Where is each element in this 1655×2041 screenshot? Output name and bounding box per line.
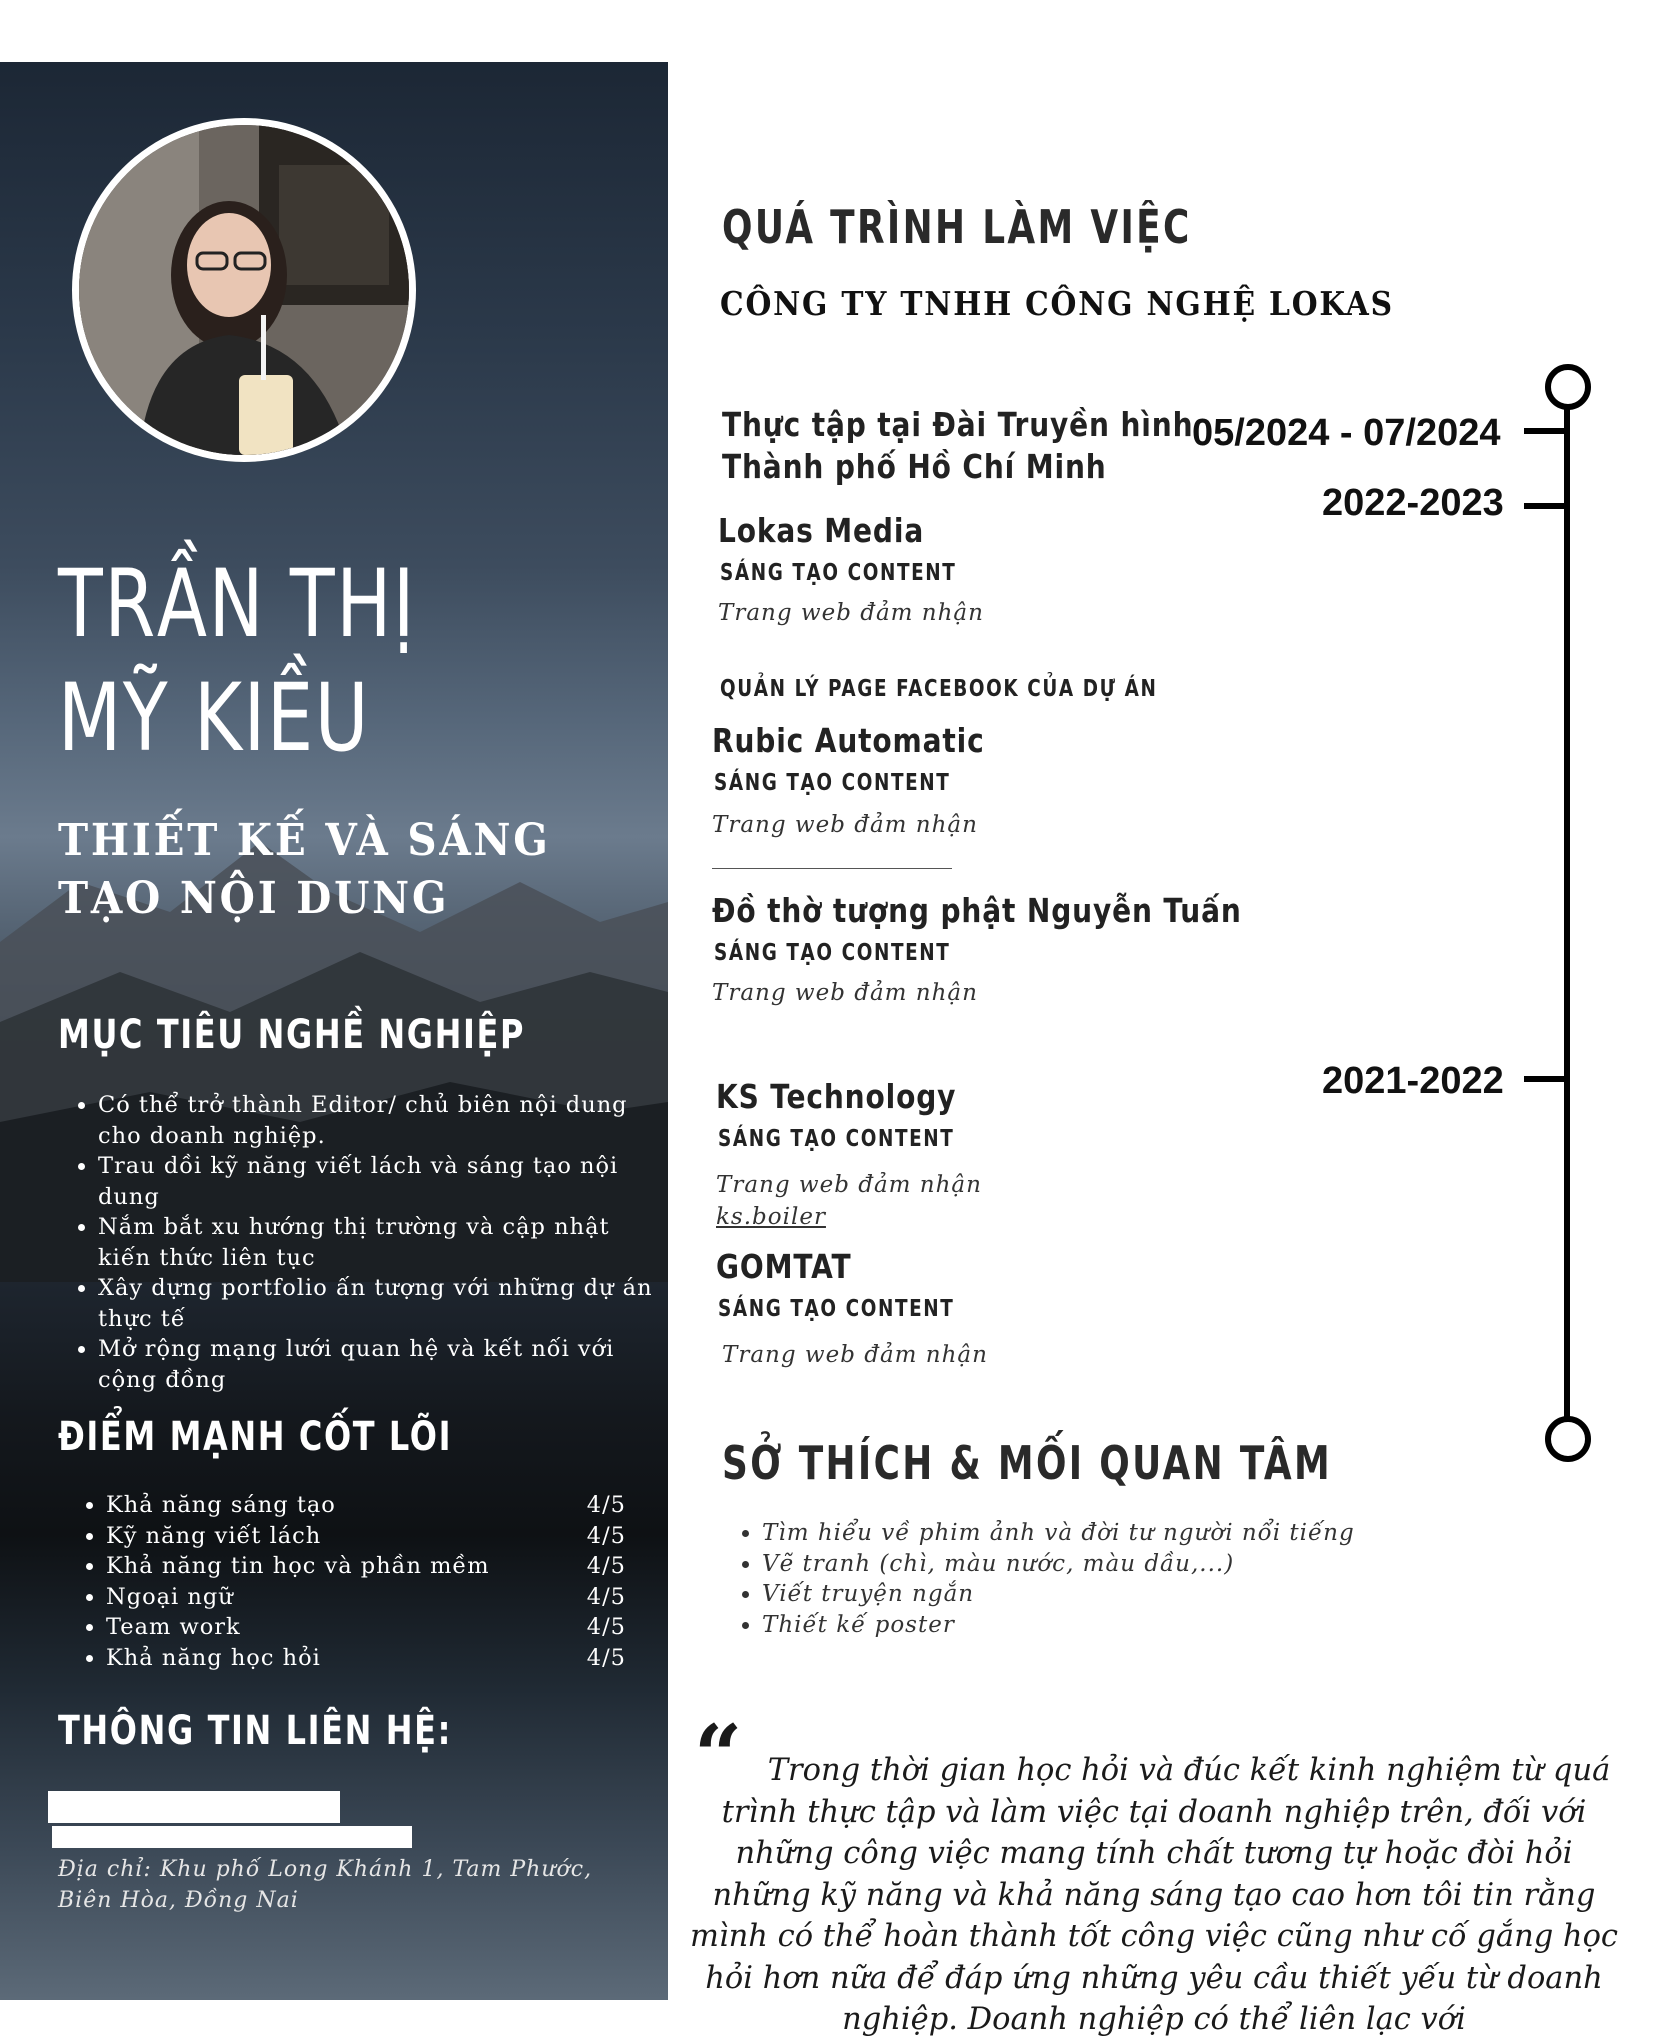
role-line-1: THIẾT KẾ VÀ SÁNG	[58, 815, 551, 866]
strength-score: 4/5	[586, 1522, 626, 1549]
strengths-list	[80, 1490, 626, 1673]
company-name: CÔNG TY TNHH CÔNG NGHỆ LOKAS	[720, 284, 1394, 323]
strength-item	[106, 1612, 626, 1643]
strength-score: 4/5	[586, 1492, 626, 1518]
project-note: Trang web đảm nhận	[722, 1342, 988, 1368]
contact-heading: THÔNG TIN LIÊN HỆ:	[58, 1708, 452, 1754]
timeline-tick	[1524, 503, 1568, 509]
fb-page-label: QUẢN LÝ PAGE FACEBOOK CỦA DỰ ÁN	[720, 676, 1158, 702]
project-subtitle: SÁNG TẠO CONTENT	[714, 940, 951, 966]
project-subtitle: SÁNG TẠO CONTENT	[718, 1296, 955, 1322]
strength-label: Ngoại ngữ	[106, 1583, 234, 1610]
project-title: KS Technology	[716, 1077, 957, 1116]
project-title: Đồ thờ tượng phật Nguyễn Tuấn	[712, 891, 1242, 930]
strength-item	[106, 1582, 626, 1613]
strength-score: 4/5	[586, 1614, 626, 1640]
goal-item: • Mở rộng mạng lưới quan hệ và kết nối với cộng đồng	[98, 1334, 658, 1395]
project-title: GOMTAT	[716, 1247, 852, 1286]
timeline-end-circle	[1545, 1416, 1591, 1462]
project-subtitle: SÁNG TẠO CONTENT	[718, 1126, 955, 1152]
strength-item	[106, 1643, 626, 1674]
goal-item: • Có thể trở thành Editor/ chủ biên nội dung cho doanh nghiệp.	[98, 1090, 658, 1151]
job-role-title	[58, 812, 551, 928]
timeline-date: 05/2024 - 07/2024	[1192, 412, 1501, 454]
contact-address: Địa chỉ: Khu phố Long Khánh 1, Tam Phước, Biên Hòa, Đồng Nai	[58, 1857, 593, 1913]
person-name	[58, 548, 416, 776]
strength-score: 4/5	[586, 1583, 626, 1610]
work-heading: QUÁ TRÌNH LÀM VIỆC	[722, 200, 1192, 254]
strength-label: Khả năng học hỏi	[106, 1644, 321, 1671]
role-line-2: TẠO NỘI DUNG	[58, 873, 450, 924]
strength-item	[106, 1521, 626, 1552]
timeline-date: 2022-2023	[1322, 482, 1504, 524]
project-link[interactable]: ks.boiler	[716, 1204, 826, 1230]
project-subtitle: SÁNG TẠO CONTENT	[714, 770, 951, 796]
timeline-tick	[1524, 1076, 1568, 1082]
hobby-item: • Tìm hiểu về phim ảnh và đời tư người nổi tiếng	[762, 1518, 1355, 1549]
strength-score: 4/5	[586, 1644, 626, 1671]
quote-mark-icon: “	[694, 1706, 743, 1805]
internship-title	[722, 404, 1193, 488]
name-line-2: MỸ KIỀU	[58, 664, 370, 773]
hobbies-list	[736, 1518, 1355, 1640]
goal-item: • Nắm bắt xu hướng thị trường và cập nhật kiến thức liên tục	[98, 1212, 658, 1273]
strength-item	[106, 1551, 626, 1582]
goals-heading: MỤC TIÊU NGHỀ NGHIỆP	[58, 1012, 526, 1058]
goal-item: • Xây dựng portfolio ấn tượng với những dự án thực tế	[98, 1273, 658, 1334]
goals-list	[72, 1090, 658, 1395]
hobby-item: • Viết truyện ngắn	[762, 1579, 1355, 1610]
closing-quote: Trong thời gian học hỏi và đúc kết kinh nghiệm từ quá trình thực tập và làm việc tại doanh nghiệp trên, đối với những công việc mang tính chất tương tự hoặc đòi hỏi những kỹ năng và khả năng sáng tạo cao hơn tôi tin rằng mình có thể hoàn thành tốt công việc cũng như cố gắng học hỏi hơn nữa để đáp ứng những yêu cầu thiết yếu từ doanh nghiệp. Doanh nghiệp có thể liên lạc với	[689, 1753, 1619, 2037]
strength-label: Kỹ năng viết lách	[106, 1522, 322, 1549]
internship-line-1: Thực tập tại Đài Truyền hình	[722, 405, 1194, 444]
strength-score: 4/5	[586, 1553, 626, 1579]
redacted-block	[52, 1826, 412, 1848]
timeline-line	[1564, 406, 1570, 1422]
project-title: Rubic Automatic	[712, 721, 985, 760]
project-note: Trang web đảm nhận	[712, 980, 978, 1006]
strength-item	[106, 1490, 626, 1521]
strength-label: Team work	[106, 1614, 241, 1640]
section-divider	[712, 868, 952, 869]
timeline-date: 2021-2022	[1322, 1060, 1504, 1102]
strengths-heading: ĐIỂM MẠNH CỐT LÕI	[58, 1414, 453, 1460]
strength-label: Khả năng sáng tạo	[106, 1492, 336, 1518]
project-note: Trang web đảm nhận	[712, 812, 978, 838]
profile-photo	[79, 125, 409, 455]
hobbies-heading: SỞ THÍCH & MỐI QUAN TÂM	[722, 1436, 1333, 1490]
project-note: Trang web đảm nhận	[718, 600, 984, 626]
project-note: Trang web đảm nhận	[716, 1172, 982, 1198]
timeline-tick	[1524, 428, 1568, 434]
project-title: Lokas Media	[718, 511, 925, 550]
strength-label: Khả năng tin học và phần mềm	[106, 1553, 490, 1579]
project-subtitle: SÁNG TẠO CONTENT	[720, 560, 957, 586]
goal-item: • Trau dồi kỹ năng viết lách và sáng tạo nội dung	[98, 1151, 658, 1212]
timeline-start-circle	[1545, 364, 1591, 410]
hobby-item: • Vẽ tranh (chì, màu nước, màu dầu,...)	[762, 1549, 1355, 1580]
hobby-item: • Thiết kế poster	[762, 1610, 1355, 1641]
internship-line-2: Thành phố Hồ Chí Minh	[722, 447, 1107, 486]
redacted-block	[48, 1791, 340, 1823]
name-line-1: TRẦN THỊ	[58, 550, 417, 659]
